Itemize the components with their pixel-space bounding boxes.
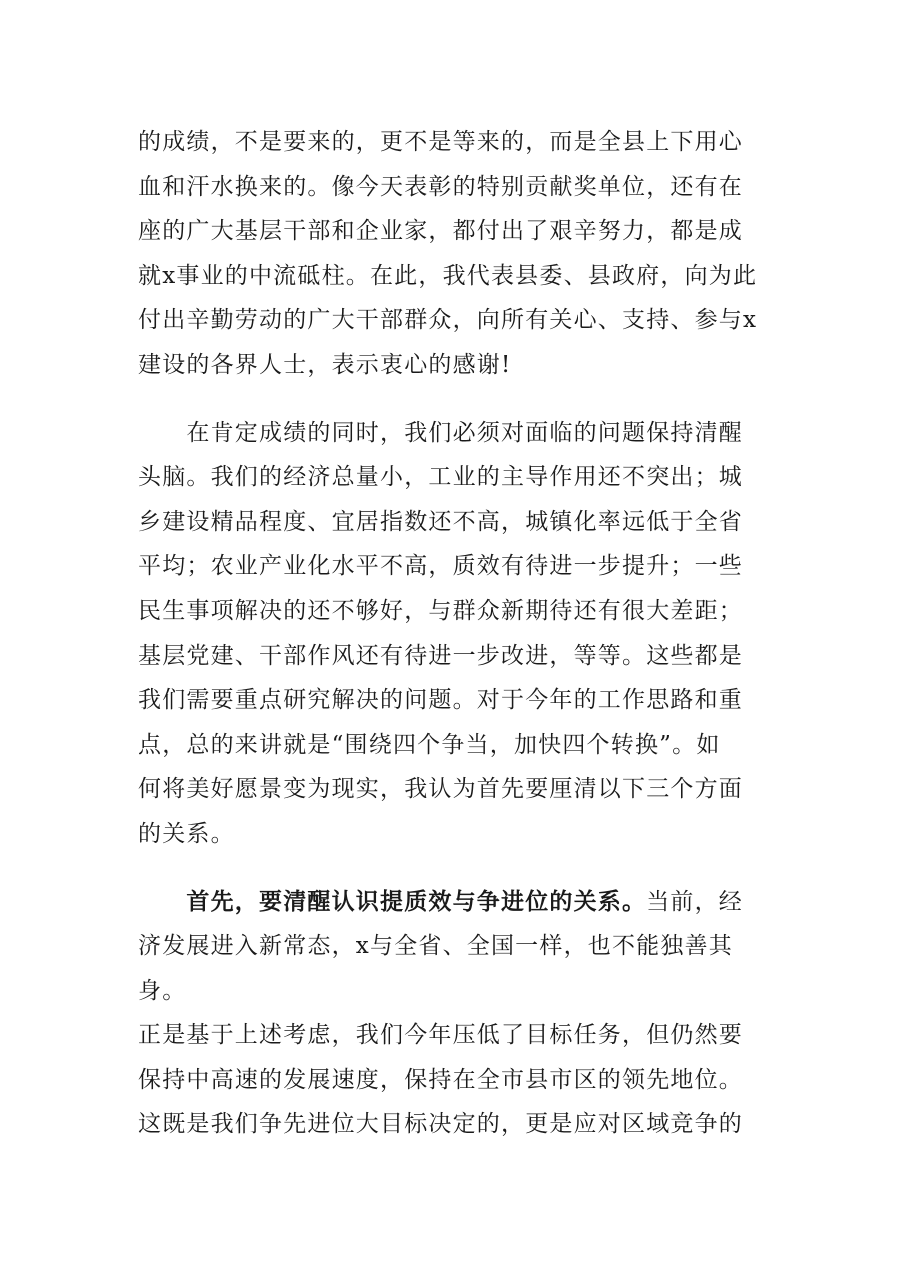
paragraph-3-body: 当前，经 济发展进入新常态，x与全省、全国一样，也不能独善其身。 正是基于上述考虑，我们今年压低了目标任务，但仍然要 保持中高速的发展速度，保持在全市县市区的领先地位。 这既是我们争先进位大目标决定的，更是应对区域竞争的 bbox=[138, 888, 744, 1138]
paragraph-2: 在肯定成绩的同时，我们必须对面临的问题保持清醒 头脑。我们的经济总量小，工业的主导作用还不突出；城 乡建设精品程度、宜居指数还不高，城镇化率远低于全省 平均；农业产业化水平不高，质效有待进一步提升；一些 民生事项解决的还不够好，与群众新期待还有很大差距； 基层党建、干部作风还有待进一步改进，等等。这些都是 我们需要重点研究解决的问题。对于今年的工作思路和重 点，总的来讲就是“围绕四个争当，加快四个转换”。如 何将美好愿景变为现实，我认为首先要厘清以下三个方面 的关系。 bbox=[138, 419, 743, 847]
paragraph-spacer bbox=[138, 388, 778, 411]
paragraph-3 bbox=[138, 880, 778, 1148]
document-body bbox=[138, 120, 778, 1147]
paragraph-3-heading: 首先，要清醒认识提质效与争进位的关系。 bbox=[138, 887, 647, 915]
paragraph-1: 的成绩，不是要来的，更不是等来的，而是全县上下用心 血和汗水换来的。像今天表彰的特别贡献奖单位，还有在 座的广大基层干部和企业家，都付出了艰辛努力，都是成 就x事业的中流砥柱。在此，我代表县委、县政府，向为此 付出辛勤劳动的广大干部群众，向所有关心、支持、参与x 建设的各界人士，表示衷心的感谢! bbox=[138, 129, 758, 378]
paragraph-spacer bbox=[138, 857, 778, 880]
